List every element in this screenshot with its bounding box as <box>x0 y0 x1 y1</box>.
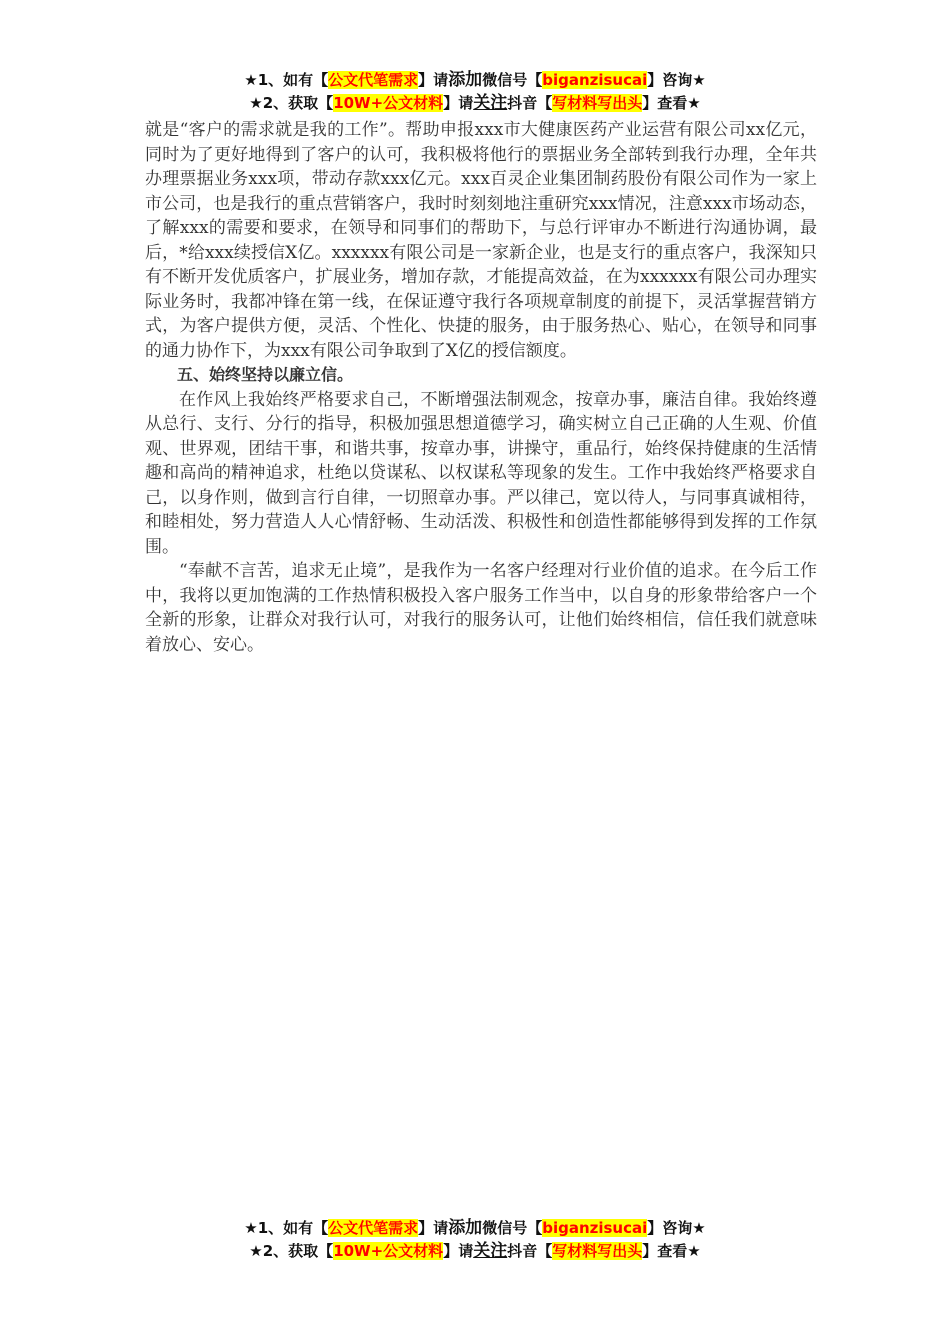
highlight-ghostwriting: 公文代笔需求 <box>328 1219 419 1237</box>
emphasis-add: 添加 <box>448 1218 483 1238</box>
banner-text: 】请 <box>418 1219 449 1237</box>
banner-text: 】请 <box>443 94 474 112</box>
banner-text: 】查看★ <box>642 1242 701 1260</box>
highlight-douyin-account: 写材料写出头 <box>552 1242 643 1260</box>
banner-text: 】咨询★ <box>647 71 706 89</box>
banner-text: ★2、获取【 <box>249 1242 334 1260</box>
paragraph-client-service: 就是“客户的需求就是我的工作”。帮助申报xxx市大健康医药产业运营有限公司xx亿元，同时为了更好地得到了客户的认可，我积极将他行的票据业务全部转到我行办理，全年共办理票据业务xxx项，带动存款xxx亿元。xxx百灵企业集团制药股份有限公司作为一家上市公司，也是我行的重点营销客户，我时时刻刻地注重研究xxx情况，注意xxx市场动态，了解xxx的需要和要求，在领导和同事们的帮助下，与总行评审办不断进行沟通协调，最后，*给xxx续授信X亿。xxxxxx有限公司是一家新企业，也是支行的重点客户，我深知只有不断开发优质客户，扩展业务，增加存款，才能提高效益，在为xxxxxx有限公司办理实际业务时，我都冲锋在第一线，在保证遵守我行各项规章制度的前提下，灵活掌握营销方式，为客户提供方便，灵活、个性化、快捷的服务，由于服务热心、贴心，在领导和同事的通力协作下，为xxx有限公司争取到了X亿的授信额度。 <box>145 120 817 361</box>
highlight-wechat-id: biganzisucai <box>542 71 648 89</box>
highlight-wechat-id: biganzisucai <box>542 1219 648 1237</box>
banner-text: 抖音【 <box>507 94 553 112</box>
header-banner <box>0 69 950 115</box>
paragraph-integrity: 在作风上我始终严格要求自己，不断增强法制观念，按章办事，廉洁自律。我始终遵从总行、支行、分行的指导，积极加强思想道德学习，确实树立自己正确的人生观、价值观、世界观，团结干事，和谐共事，按章办事，讲操守，重品行，始终保持健康的生活情趣和高尚的精神追求，杜绝以贷谋私、以权谋私等现象的发生。工作中我始终严格要求自己，以身作则，做到言行自律，一切照章办事。严以律己，宽以待人，与同事真诚相待，和睦相处，努力营造人人心情舒畅、生动活泼、积极性和创造性都能够得到发挥的工作氛围。 <box>145 389 817 557</box>
emphasis-follow: 关注 <box>473 1241 508 1261</box>
banner-text: ★1、如有【 <box>244 71 329 89</box>
banner-text: 】请 <box>443 1242 474 1260</box>
emphasis-add: 添加 <box>448 70 483 90</box>
banner-text: 】咨询★ <box>647 1219 706 1237</box>
paragraph-dedication: “奉献不言苦，追求无止境”，是我作为一名客户经理对行业价值的追求。在今后工作中，我将以更加饱满的工作热情积极投入客户服务工作当中，以自身的形象带给客户一个全新的形象，让群众对我行认可，对我行的服务认可，让他们始终相信，信任我们就意味着放心、安心。 <box>145 561 817 655</box>
banner-line-2 <box>0 1240 950 1263</box>
highlight-materials: 10W+公文材料 <box>333 94 444 112</box>
document-body <box>145 118 817 657</box>
section-heading-integrity: 五、始终坚持以廉立信。 <box>177 365 354 384</box>
banner-text: ★1、如有【 <box>244 1219 329 1237</box>
banner-line-2 <box>0 92 950 115</box>
highlight-douyin-account: 写材料写出头 <box>552 94 643 112</box>
banner-text: 抖音【 <box>507 1242 553 1260</box>
banner-text: 】请 <box>418 71 449 89</box>
banner-text: 微信号【 <box>482 1219 543 1237</box>
highlight-ghostwriting: 公文代笔需求 <box>328 71 419 89</box>
footer-banner <box>0 1217 950 1263</box>
emphasis-follow: 关注 <box>473 93 508 113</box>
banner-line-1 <box>0 1217 950 1240</box>
banner-line-1 <box>0 69 950 92</box>
banner-text: 】查看★ <box>642 94 701 112</box>
banner-text: 微信号【 <box>482 71 543 89</box>
banner-text: ★2、获取【 <box>249 94 334 112</box>
highlight-materials: 10W+公文材料 <box>333 1242 444 1260</box>
